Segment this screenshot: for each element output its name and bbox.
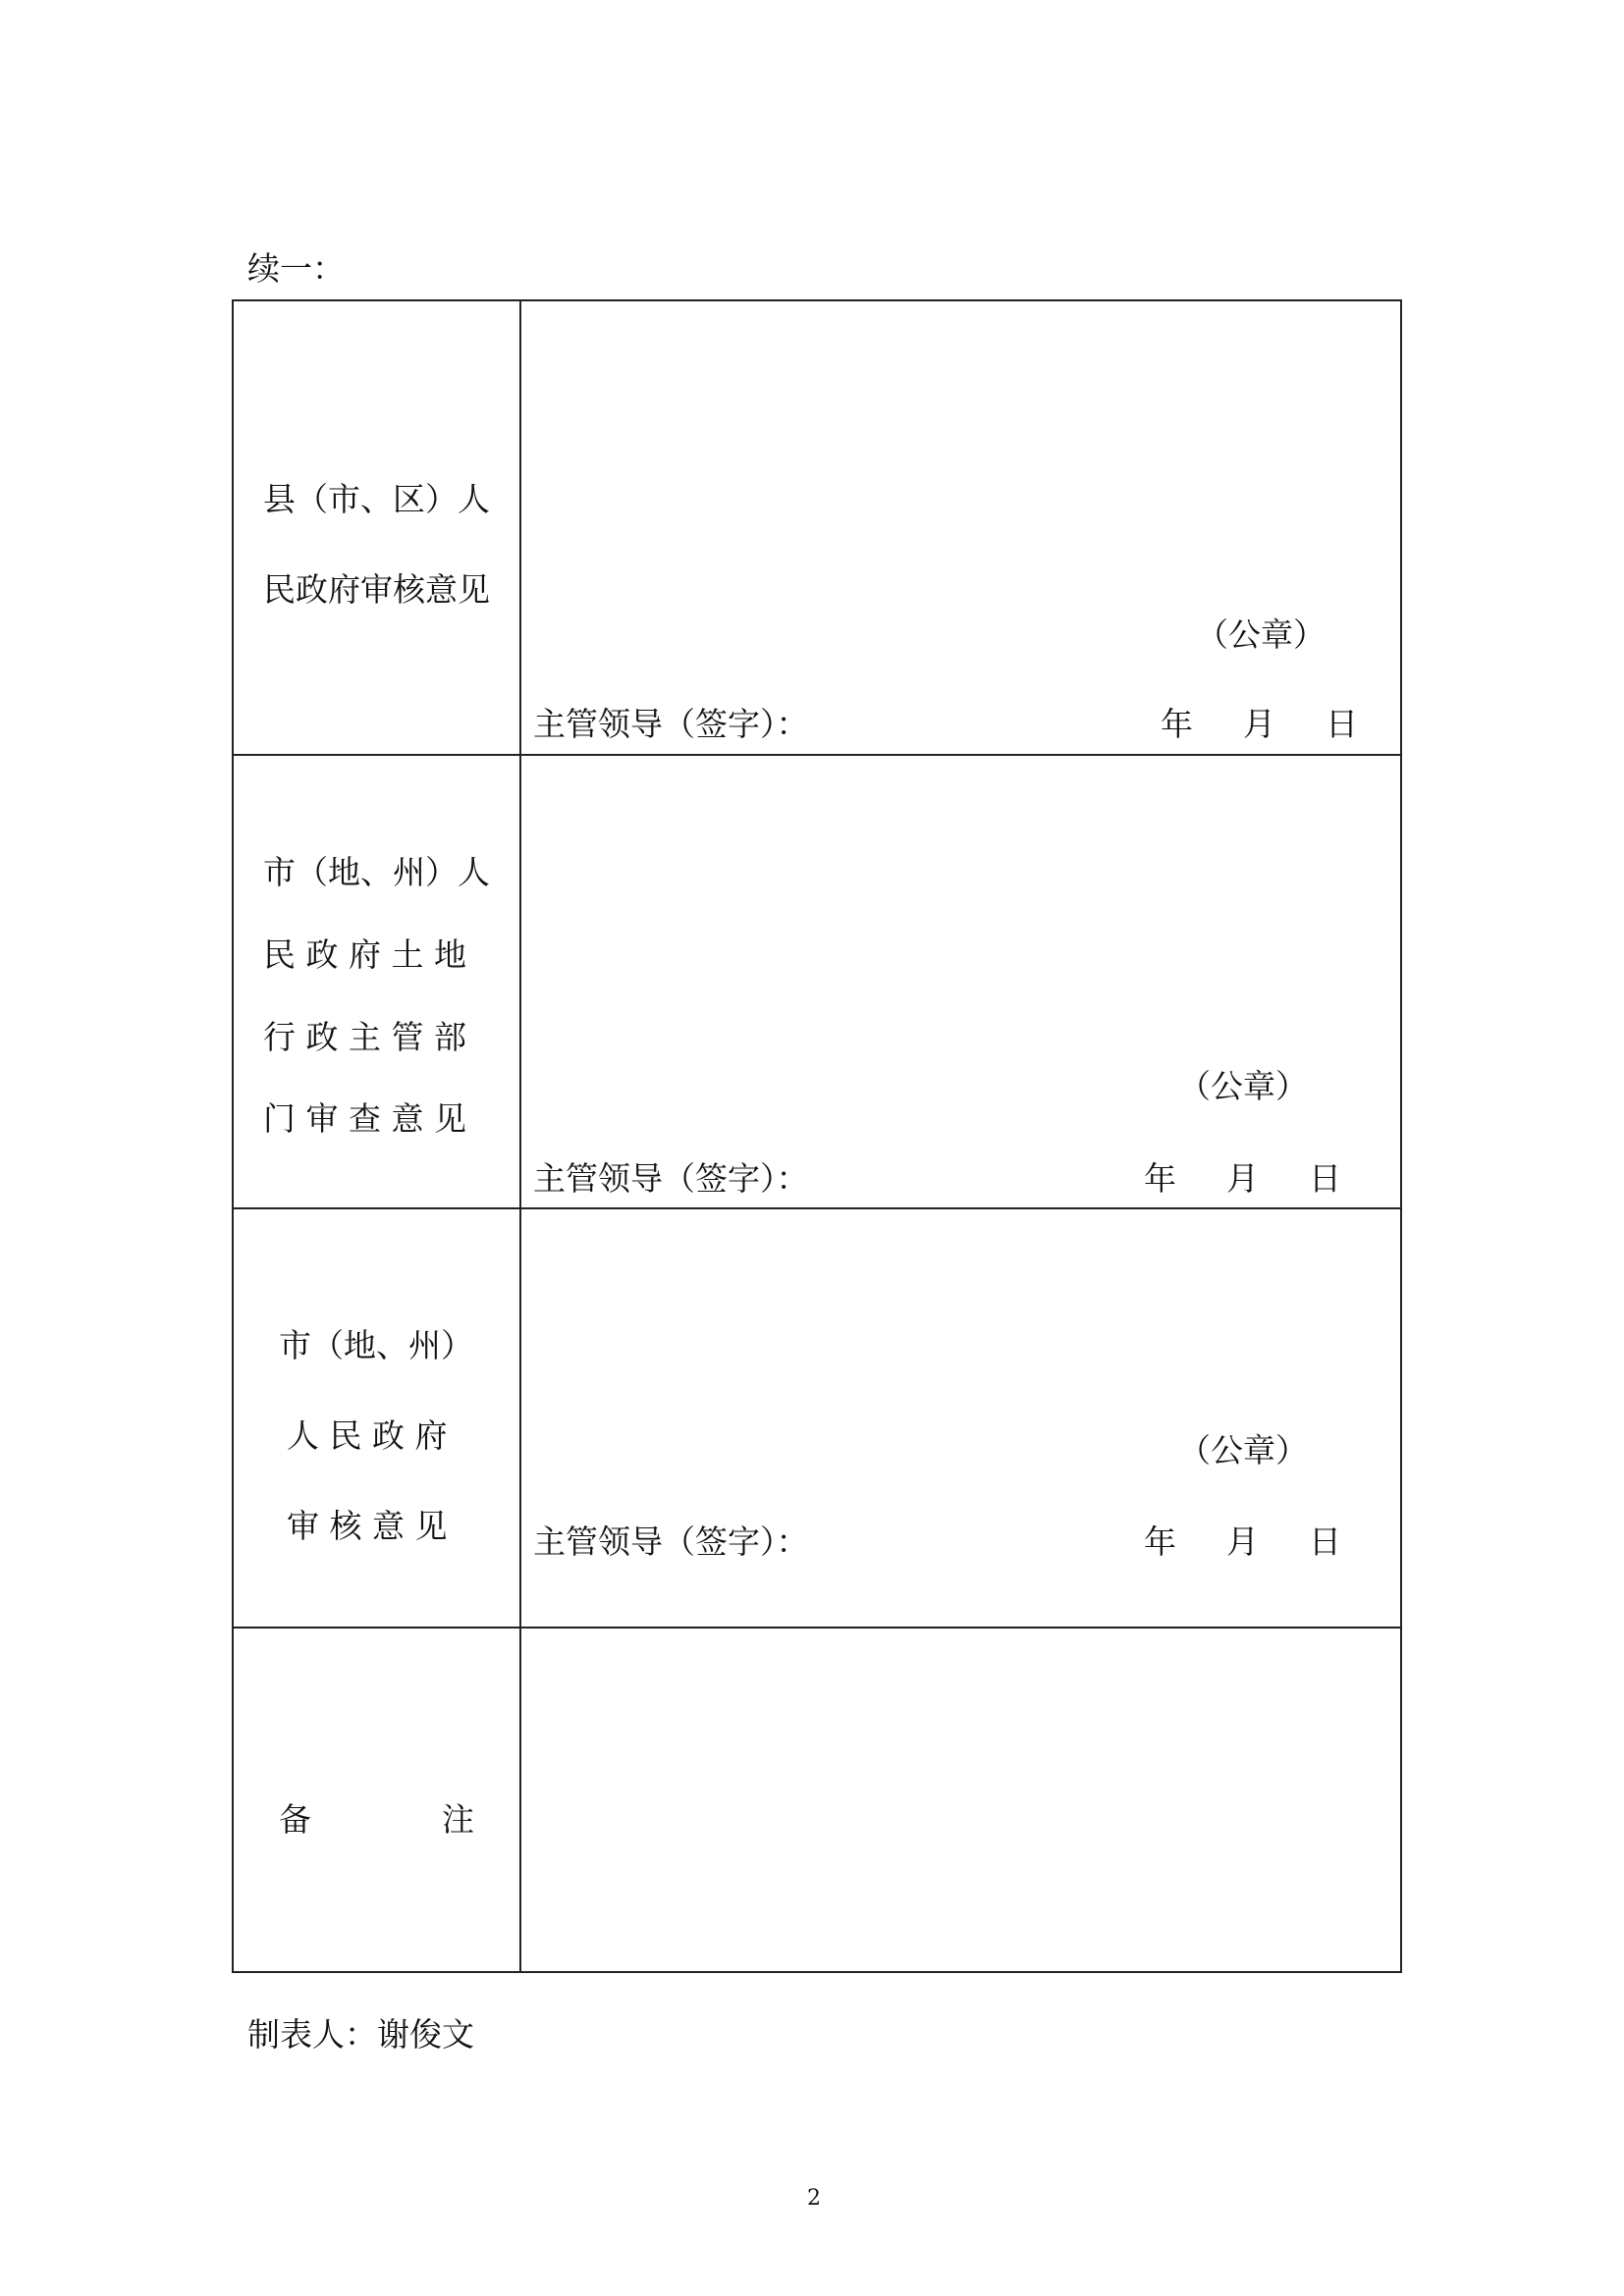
signature-label: 主管领导（签字）： [533, 1159, 809, 1198]
date-month-label: 月 [1226, 1159, 1259, 1198]
official-seal-label: （公章） [1178, 1431, 1308, 1469]
date-year-label: 年 [1161, 705, 1193, 743]
row-label-line: 民 政 府 土 地 [263, 935, 466, 974]
row-label-line: 门 审 查 意 见 [263, 1099, 466, 1138]
row-label-line: 民政府审核意见 [263, 570, 490, 609]
row-divider [234, 754, 1400, 756]
official-seal-label: （公章） [1178, 1067, 1308, 1105]
row-label-line: 行 政 主 管 部 [263, 1018, 466, 1056]
row-label-line: 审 核 意 见 [287, 1507, 448, 1545]
row-divider [234, 1207, 1400, 1209]
signature-label: 主管领导（签字）： [533, 1522, 809, 1561]
column-divider [519, 301, 521, 1971]
date-day-label: 日 [1309, 1159, 1341, 1198]
official-seal-label: （公章） [1196, 615, 1326, 654]
date-day-label: 日 [1326, 705, 1358, 743]
page-number: 2 [807, 2186, 821, 2211]
date-day-label: 日 [1309, 1522, 1341, 1561]
form-preparer: 制表人：谢俊文 [247, 2015, 474, 2054]
row-label-line: 县（市、区）人 [263, 480, 490, 518]
row-label-line: 市（地、州）人 [263, 853, 490, 891]
date-year-label: 年 [1144, 1159, 1176, 1198]
date-year-label: 年 [1144, 1522, 1176, 1561]
remarks-label-left: 备 [279, 1800, 311, 1839]
row-label-line: 市（地、州） [279, 1326, 473, 1364]
row-divider [234, 1627, 1400, 1629]
remarks-label-right: 注 [442, 1800, 474, 1839]
date-month-label: 月 [1226, 1522, 1259, 1561]
signature-label: 主管领导（签字）： [533, 705, 809, 743]
row-label-line: 人 民 政 府 [287, 1416, 448, 1455]
approval-form-table [232, 299, 1402, 1973]
date-month-label: 月 [1243, 705, 1275, 743]
continuation-heading: 续一： [247, 249, 345, 288]
